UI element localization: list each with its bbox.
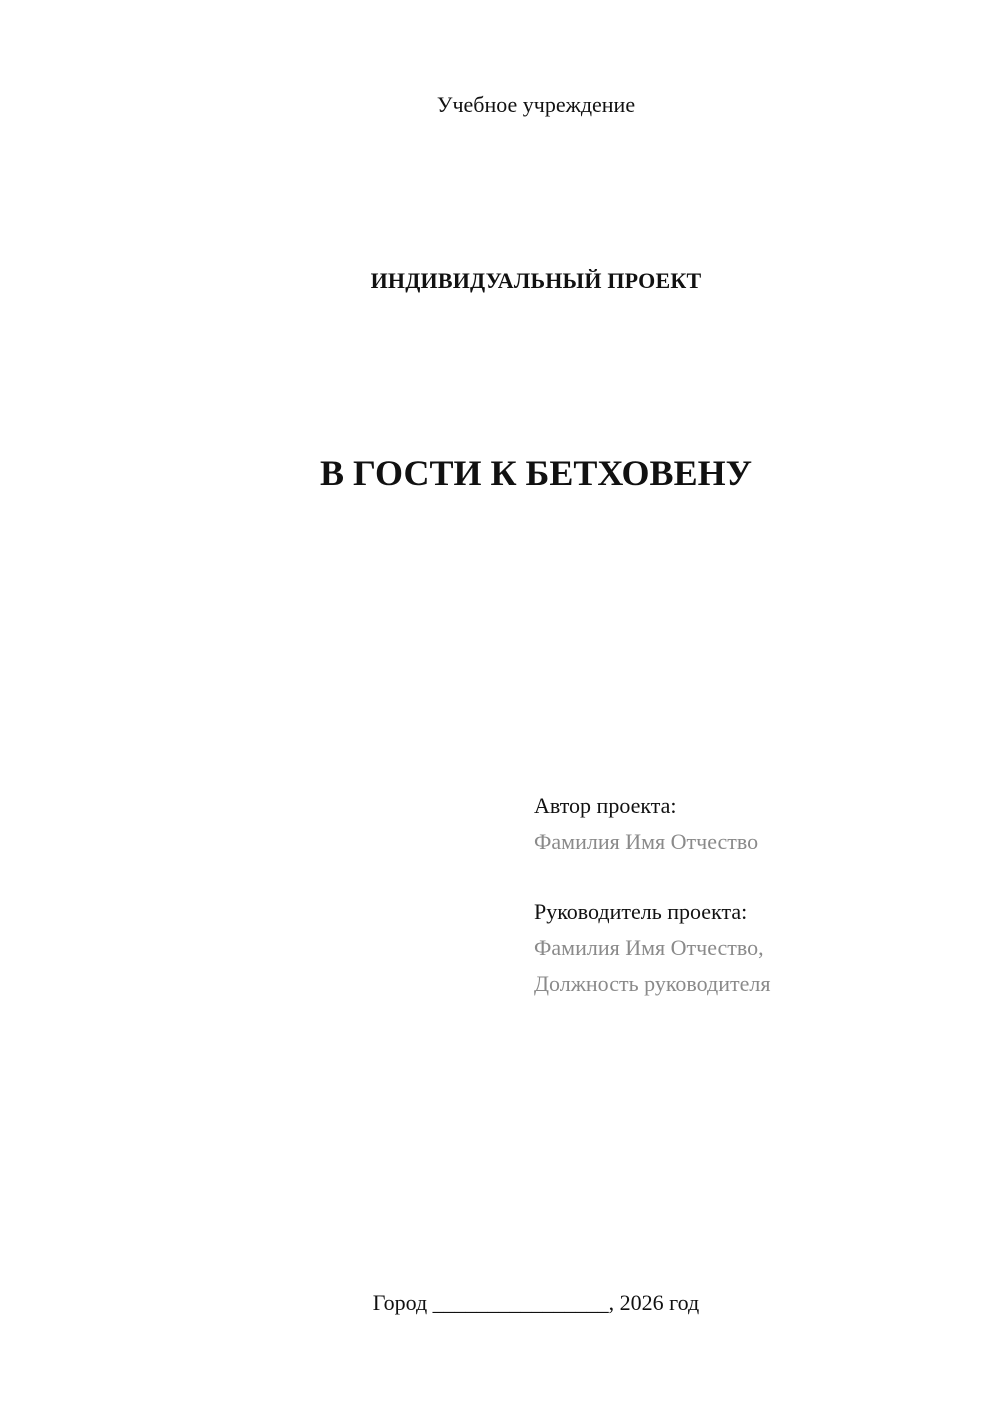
city-year-footer: Город ________________, 2026 год xyxy=(372,1290,700,1315)
project-title: В ГОСТИ К БЕТХОВЕНУ xyxy=(319,453,753,493)
project-info-block xyxy=(534,788,974,1002)
institution-name: Учебное учреждение xyxy=(436,92,636,117)
supervisor-position: Должность руководителя xyxy=(534,971,771,996)
supervisor-name: Фамилия Имя Отчество, xyxy=(534,935,764,960)
author-name: Фамилия Имя Отчество xyxy=(534,829,759,854)
document-type: ИНДИВИДУАЛЬНЫЙ ПРОЕКТ xyxy=(370,268,702,293)
author-label: Автор проекта: xyxy=(534,793,677,818)
info-spacer xyxy=(534,860,974,894)
supervisor-label: Руководитель проекта: xyxy=(534,899,748,924)
